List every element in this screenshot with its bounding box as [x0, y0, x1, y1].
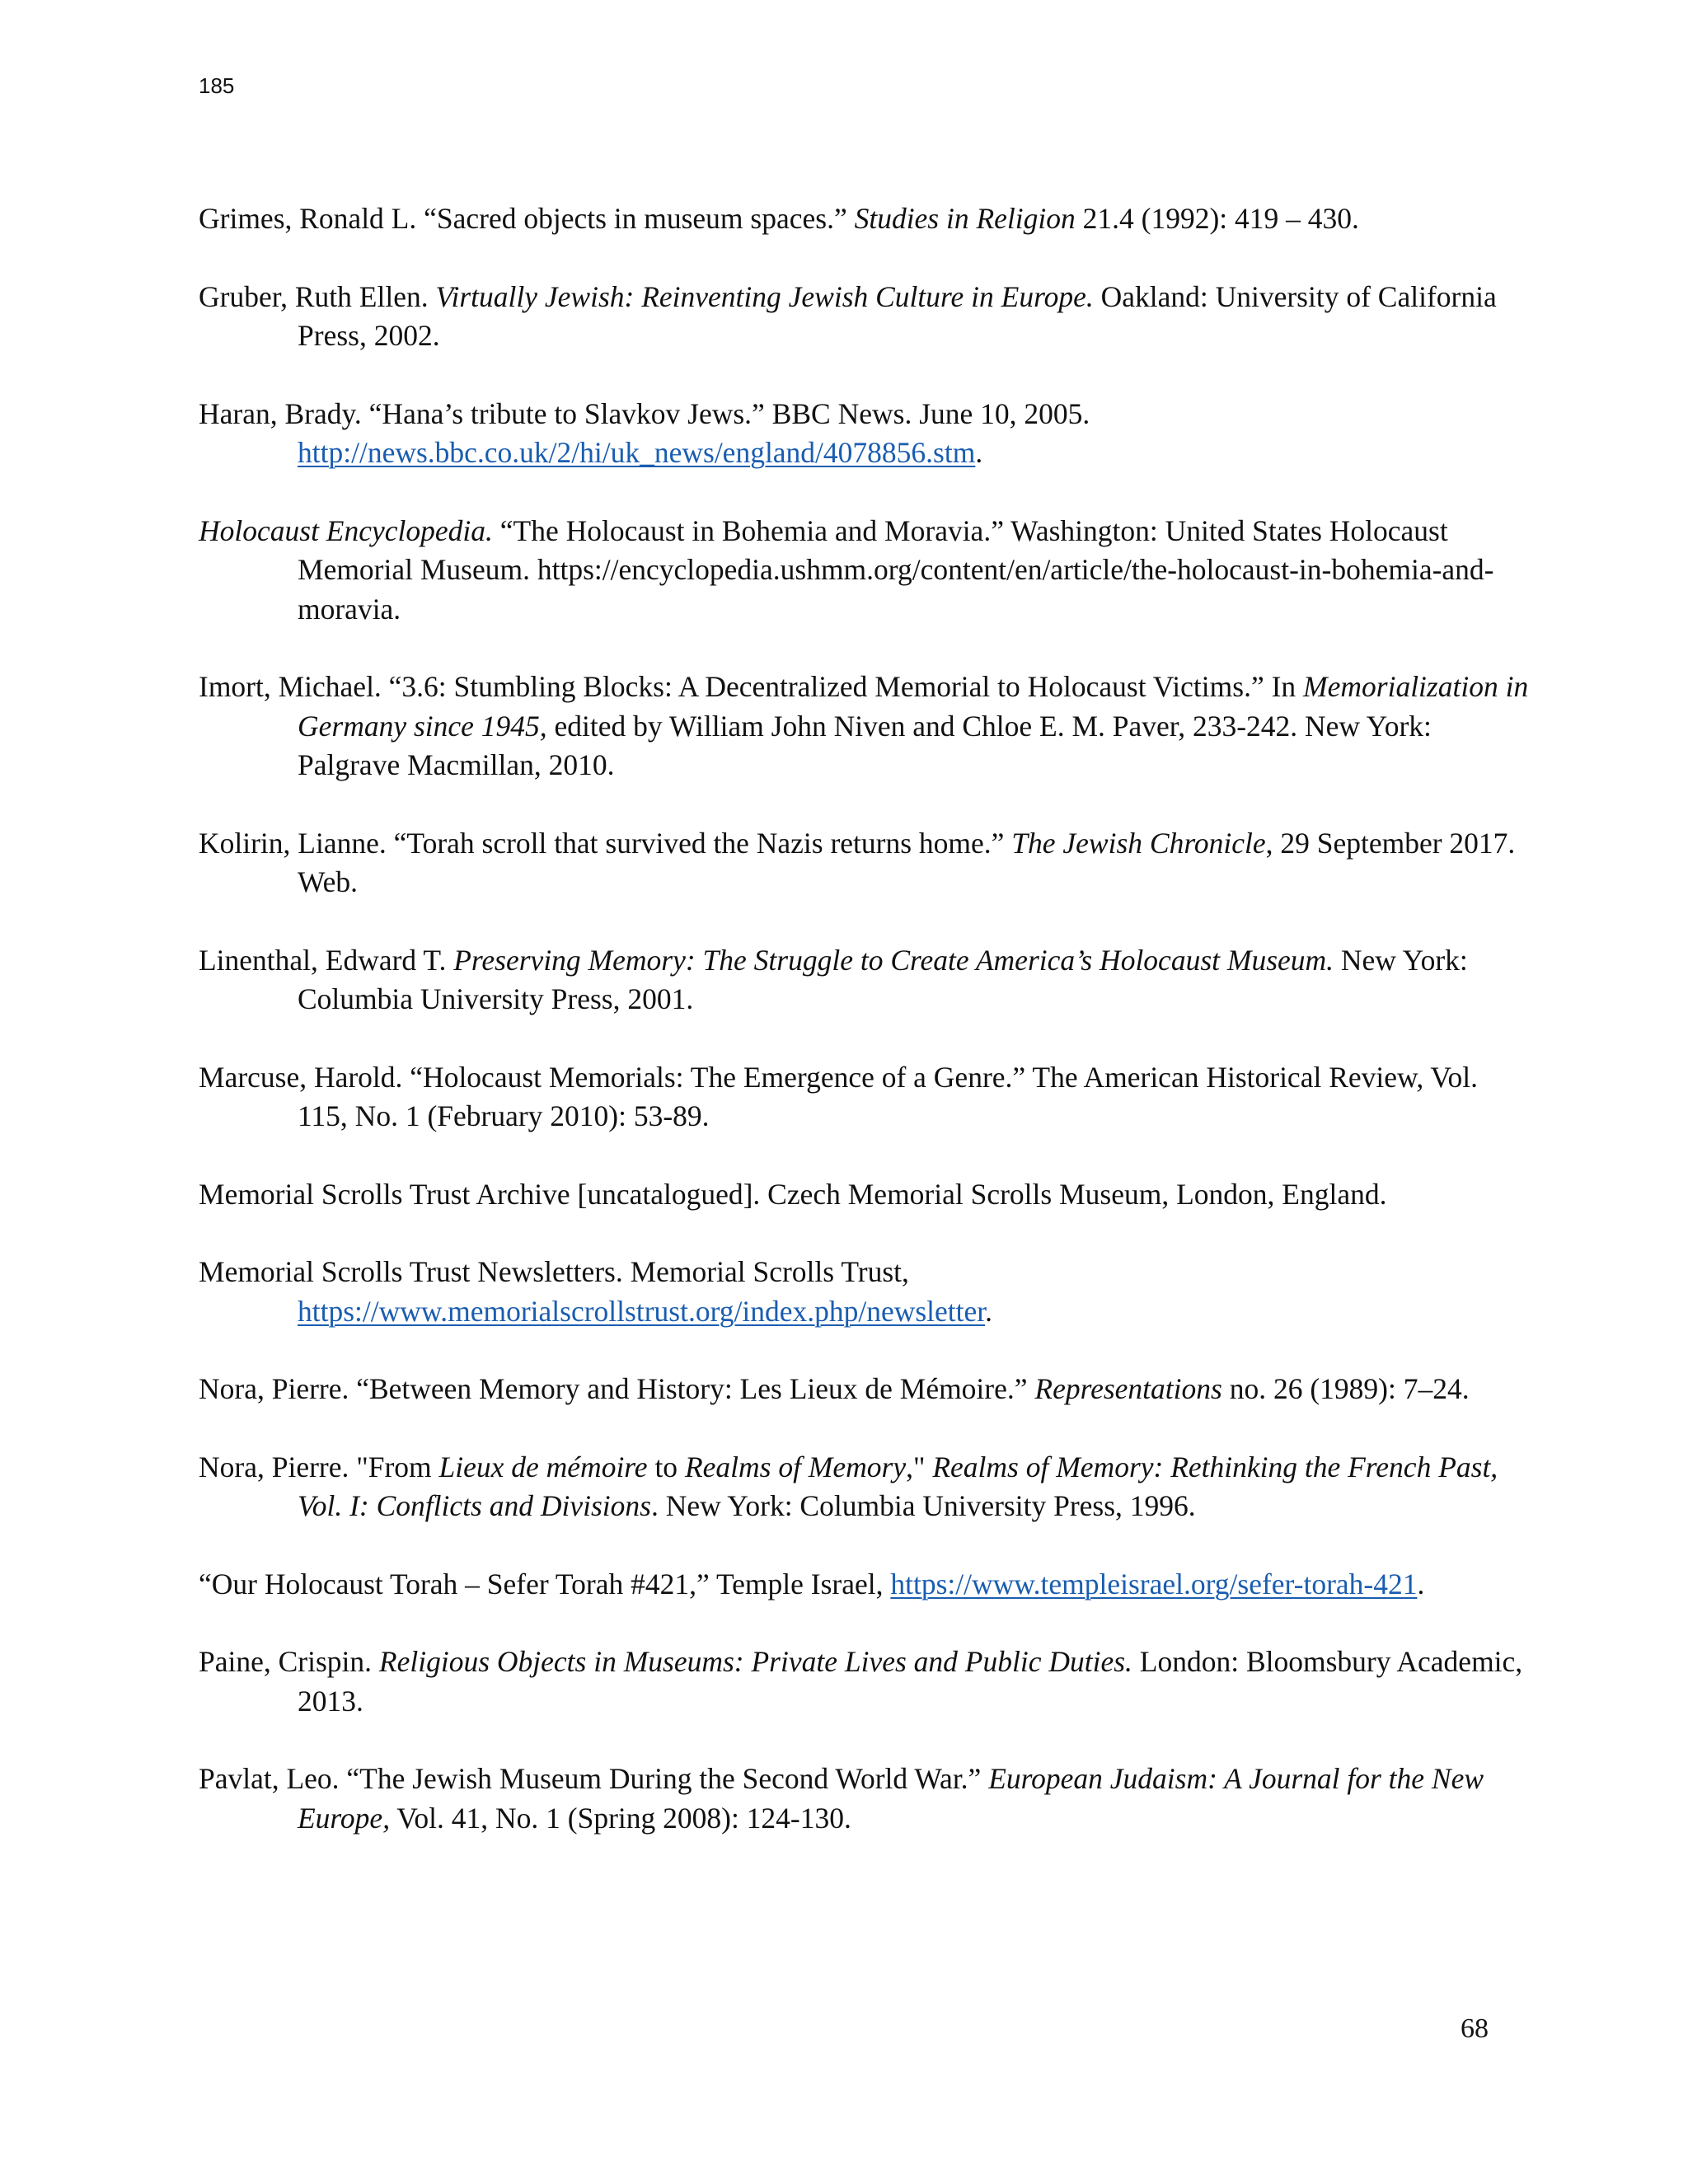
bibliography-entry-nora-1989 — [199, 1370, 1534, 1409]
bibliography-entry-nora-1996 — [199, 1448, 1534, 1526]
bibliography-entry-imort — [199, 668, 1534, 785]
bibliography-entry-paine — [199, 1643, 1534, 1721]
entry-text: Memorial Scrolls Trust Newsletters. Memorial Scrolls Trust, — [199, 1255, 909, 1288]
entry-title: Memorialization in Germany since 1945, — [298, 670, 1529, 743]
entry-text: edited by William John Niven and Chloe E. M. Paver, 233-242. New York: Palgrave Macmillan, 2010. — [298, 709, 1432, 781]
entry-text: ," — [906, 1450, 933, 1483]
entry-text: Memorial Scrolls Trust Archive [uncatalogued]. Czech Memorial Scrolls Museum, London, England. — [199, 1177, 1387, 1211]
bibliography-entry-linenthal — [199, 941, 1534, 1019]
bibliography-entry-holocaust-encyclopedia — [199, 512, 1534, 630]
entry-link[interactable]: http://news.bbc.co.uk/2/hi/uk_news/england/4078856.stm — [298, 436, 976, 469]
entry-title: Realms of Memory — [684, 1450, 907, 1483]
entry-text: 21.4 (1992): 419 – 430. — [1075, 202, 1359, 235]
entry-text: Pavlat, Leo. “The Jewish Museum During the Second World War.” — [199, 1762, 989, 1795]
page-number-top: 185 — [199, 73, 235, 98]
page-number-bottom: 68 — [1461, 2013, 1489, 2044]
entry-text: Grimes, Ronald L. “Sacred objects in museum spaces.” — [199, 202, 855, 235]
entry-text: Paine, Crispin. — [199, 1645, 379, 1678]
entry-text: Nora, Pierre. "From — [199, 1450, 439, 1483]
entry-text: . — [1417, 1567, 1425, 1601]
bibliography-entry-memorial-scrolls-newsletters — [199, 1253, 1534, 1331]
entry-text: to — [647, 1450, 685, 1483]
entry-title: Religious Objects in Museums: Private Lives and Public Duties. — [378, 1645, 1132, 1678]
entry-title: Virtually Jewish: Reinventing Jewish Culture in Europe. — [435, 279, 1094, 313]
entry-text: Marcuse, Harold. “Holocaust Memorials: The Emergence of a Genre.” The American Historical Review, Vol. 115, No. 1 (February 2010): 53-89. — [199, 1060, 1478, 1132]
entry-text: no. 26 (1989): 7–24. — [1221, 1372, 1470, 1405]
entry-text: Gruber, Ruth Ellen. — [199, 279, 436, 313]
bibliography-entry-marcuse — [199, 1058, 1534, 1137]
entry-title: Preserving Memory: The Struggle to Create America’s Holocaust Museum. — [453, 943, 1334, 977]
entry-text: Linenthal, Edward T. — [199, 943, 454, 977]
bibliography-entry-gruber — [199, 278, 1534, 356]
bibliography-list — [199, 199, 1534, 1838]
entry-title: Representations — [1034, 1372, 1222, 1405]
entry-title: The Jewish Chronicle — [1011, 826, 1266, 860]
entry-title: Lieux de mémoire — [438, 1450, 648, 1483]
bibliography-entry-pavlat — [199, 1760, 1534, 1838]
entry-title: Realms of Memory: Rethinking the French Past, Vol. I: Conflicts and Divisions — [298, 1450, 1498, 1522]
entry-text: . New York: Columbia University Press, 1996. — [650, 1489, 1196, 1522]
entry-text: “Our Holocaust Torah – Sefer Torah #421,” Temple Israel, — [199, 1567, 891, 1601]
entry-link[interactable]: https://www.templeisrael.org/sefer-torah-421 — [890, 1567, 1418, 1601]
bibliography-entry-temple-israel — [199, 1565, 1534, 1605]
bibliography-entry-memorial-scrolls-archive — [199, 1175, 1534, 1215]
entry-text: New York: Columbia University Press, 2001. — [298, 943, 1468, 1015]
entry-text: Kolirin, Lianne. “Torah scroll that survived the Nazis returns home.” — [199, 826, 1012, 860]
entry-title: Holocaust Encyclopedia. — [199, 513, 493, 547]
bibliography-entry-kolirin — [199, 824, 1534, 902]
entry-text: London: Bloomsbury Academic, 2013. — [298, 1645, 1523, 1718]
entry-text: Nora, Pierre. “Between Memory and History: Les Lieux de Mémoire.” — [199, 1372, 1035, 1405]
entry-text: Oakland: University of California Press, 2002. — [298, 279, 1497, 352]
entry-text: , 29 September 2017. Web. — [298, 826, 1516, 898]
entry-text: “The Holocaust in Bohemia and Moravia.” Washington: United States Holocaust Memorial Museum. https://encyclopedia.ushmm.org/content/en/article/the-holocaust-in-bohemia-and-moravia. — [298, 513, 1494, 626]
entry-text: . — [975, 436, 983, 469]
entry-text: Imort, Michael. “3.6: Stumbling Blocks: A Decentralized Memorial to Holocaust Victims.” In — [199, 670, 1304, 703]
entry-title: Studies in Religion — [854, 202, 1076, 235]
entry-link[interactable]: https://www.memorialscrollstrust.org/index.php/newsletter — [298, 1294, 986, 1328]
entry-text: . — [985, 1294, 993, 1328]
entry-text: Haran, Brady. “Hana’s tribute to Slavkov Jews.” BBC News. June 10, 2005. — [199, 396, 1090, 430]
bibliography-entry-grimes — [199, 199, 1534, 239]
bibliography-entry-haran — [199, 395, 1534, 473]
entry-text: Vol. 41, No. 1 (Spring 2008): 124-130. — [390, 1801, 851, 1835]
entry-title: European Judaism: A Journal for the New Europe, — [298, 1762, 1484, 1835]
